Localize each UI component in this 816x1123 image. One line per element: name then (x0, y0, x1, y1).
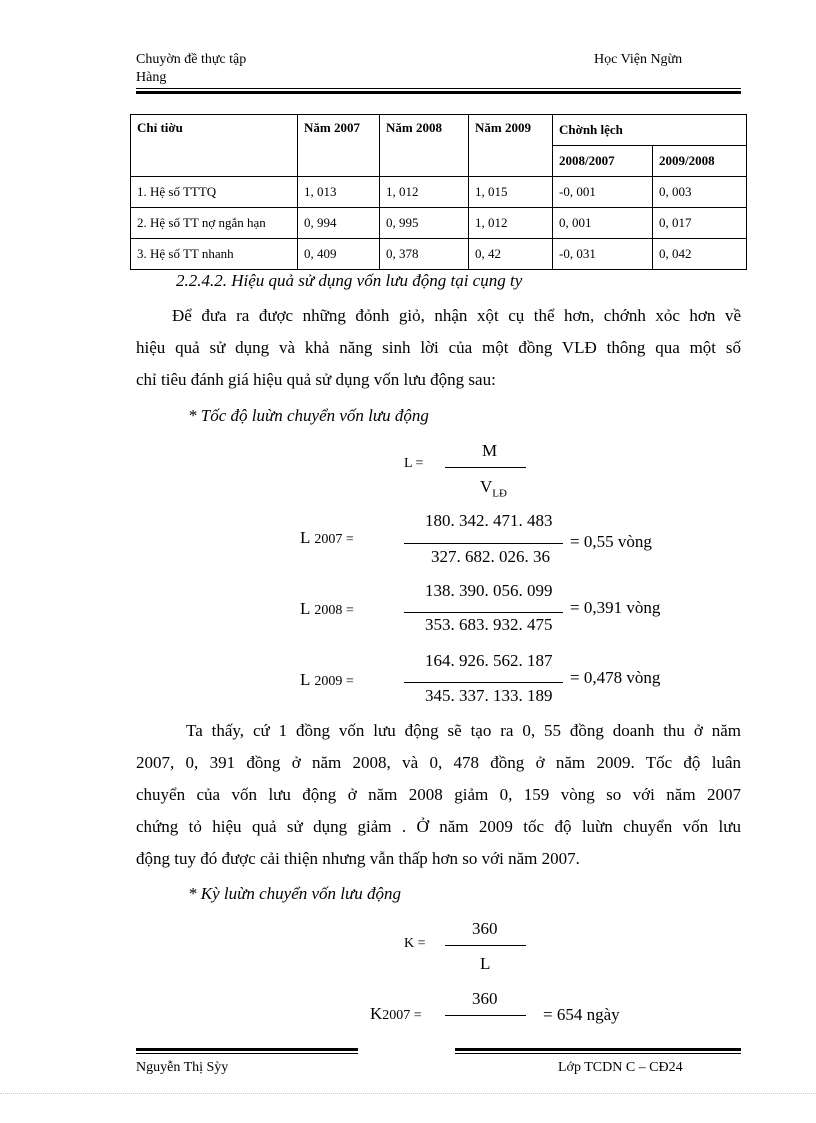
calc-k-symbol: K (370, 1004, 383, 1023)
formula-l-den-main: V (480, 477, 493, 496)
formula-k-numerator: 360 (472, 919, 498, 938)
footer-class: Lớp TCDN C – CĐ24 (558, 1060, 683, 1075)
table-row (131, 239, 747, 270)
header-right: Học Viện Ngừn (594, 52, 683, 67)
formula-l-fraction-bar (445, 467, 526, 468)
table-row (131, 177, 747, 208)
row-label: 2. Hệ số TT nợ ngắn hạn (131, 208, 298, 239)
analysis-line: chứng tỏ hiệu quả sử dụng giảm . Ở năm 2009 tốc độ luừn chuyển vốn lưu (136, 817, 741, 836)
cell-diff-a: -0, 001 (553, 177, 653, 208)
calc-l-2009-fraction-bar (404, 682, 563, 683)
cell-diff-b: 0, 003 (653, 177, 747, 208)
analysis-line: chuyển của vốn lưu động ở năm 2008 giảm 0, 159 vòng so với năm 2007 (136, 785, 741, 804)
cell-2008: 0, 995 (380, 208, 469, 239)
section-title: 2.2.4.2. Hiệu quả sử dụng vốn lưu động tại cụng ty (176, 271, 523, 290)
th-2009: Năm 2009 (469, 115, 553, 177)
calc-l-year: 2007 = (314, 532, 354, 547)
cell-diff-b: 0, 017 (653, 208, 747, 239)
analysis-paragraph (136, 715, 741, 875)
formula-k-denominator: L (480, 954, 491, 973)
calc-l-2007-denominator: 327. 682. 026. 36 (431, 547, 550, 566)
intro-line: Để đưa ra được những đỏnh giỏ, nhận xột cụ thể hơn, chớnh xỏc hơn về (172, 306, 741, 325)
calc-k-year: 2007 = (382, 1008, 422, 1023)
calc-l-2009-denominator: 345. 337. 133. 189 (425, 686, 553, 705)
cell-2008: 1, 012 (380, 177, 469, 208)
calc-k-2007-result: = 654 ngày (543, 1005, 620, 1024)
footer-rule-left-thin (136, 1053, 358, 1054)
header-rule-thick (136, 91, 741, 94)
calc-l-2007-result: = 0,55 vòng (570, 532, 652, 551)
calc-l-2008-label (300, 599, 354, 619)
table-row (131, 208, 747, 239)
calc-l-2008-fraction-bar (404, 612, 563, 613)
th-diff-2008-2007: 2008/2007 (553, 146, 653, 177)
calc-l-2009-label (300, 670, 354, 690)
analysis-line: động tuy đó được cải thiện nhưng vẫn thấp hơn so với năm 2007. (136, 849, 580, 868)
calc-l-2008-denominator: 353. 683. 932. 475 (425, 615, 553, 634)
calc-l-symbol: L (300, 670, 311, 689)
cell-2007: 0, 994 (298, 208, 380, 239)
cell-2008: 0, 378 (380, 239, 469, 270)
calc-l-2007-fraction-bar (404, 543, 563, 544)
page-bottom-divider (0, 1093, 816, 1094)
formula-l-lhs: L = (404, 456, 424, 471)
footer-rule-right-thin (455, 1053, 741, 1054)
header-rule-thin (136, 88, 741, 89)
calc-l-2007-numerator: 180. 342. 471. 483 (425, 511, 553, 530)
calc-k-2007-fraction-bar (445, 1015, 526, 1016)
ratio-table (130, 114, 747, 270)
cell-2007: 1, 013 (298, 177, 380, 208)
formula-k-lhs: K = (404, 936, 426, 951)
intro-line: chỉ tiêu đánh giá hiệu quả sử dụng vốn lưu động sau: (136, 370, 496, 389)
formula-l-denominator (480, 477, 507, 499)
footer-rule-left-thick (136, 1048, 358, 1051)
analysis-line: Ta thấy, cứ 1 đồng vốn lưu động sẽ tạo ra 0, 55 đồng doanh thu ở năm (186, 721, 741, 740)
row-label: 1. Hệ số TTTQ (131, 177, 298, 208)
th-2008: Năm 2008 (380, 115, 469, 177)
calc-l-symbol: L (300, 599, 311, 618)
calc-l-symbol: L (300, 528, 311, 547)
calc-l-year: 2008 = (314, 603, 354, 618)
formula-l-numerator: M (482, 441, 498, 460)
cell-2009: 1, 015 (469, 177, 553, 208)
cell-diff-a: 0, 001 (553, 208, 653, 239)
header-left-line2: Hàng (136, 70, 167, 85)
cell-2009: 1, 012 (469, 208, 553, 239)
cell-2007: 0, 409 (298, 239, 380, 270)
subheading-turnover-speed: * Tốc độ luừn chuyển vốn lưu động (188, 406, 429, 425)
calc-l-2007-label (300, 528, 354, 548)
th-difference: Chờnh lệch (553, 115, 747, 146)
subheading-turnover-period: * Kỳ luừn chuyển vốn lưu động (188, 884, 402, 903)
header-left (136, 51, 246, 87)
th-indicator: Chỉ tiờu (131, 115, 298, 177)
intro-paragraph (136, 300, 741, 396)
calc-l-2008-result: = 0,391 vòng (570, 598, 661, 617)
th-2007: Năm 2007 (298, 115, 380, 177)
calc-k-2007-label (370, 1004, 422, 1024)
cell-diff-a: -0, 031 (553, 239, 653, 270)
formula-l-den-sub: LĐ (492, 487, 507, 500)
th-diff-2009-2008: 2009/2008 (653, 146, 747, 177)
header-left-line1: Chuyờn đề thực tập (136, 52, 247, 67)
cell-diff-b: 0, 042 (653, 239, 747, 270)
formula-k-fraction-bar (445, 945, 526, 946)
calc-l-2009-result: = 0,478 vòng (570, 668, 661, 687)
calc-l-year: 2009 = (314, 674, 354, 689)
row-label: 3. Hệ số TT nhanh (131, 239, 298, 270)
cell-2009: 0, 42 (469, 239, 553, 270)
calc-l-2008-numerator: 138. 390. 056. 099 (425, 581, 553, 600)
footer-rule-right-thick (455, 1048, 741, 1051)
calc-l-2009-numerator: 164. 926. 562. 187 (425, 651, 553, 670)
analysis-line: 2007, 0, 391 đồng ở năm 2008, và 0, 478 đồng ở năm 2009. Tốc độ luân (136, 753, 741, 772)
intro-line: hiệu quả sử dụng và khả năng sinh lời của một đồng VLĐ thông qua một số (136, 338, 741, 357)
calc-k-2007-numerator: 360 (472, 989, 498, 1008)
footer-author: Nguyễn Thị Sỳy (136, 1060, 229, 1075)
